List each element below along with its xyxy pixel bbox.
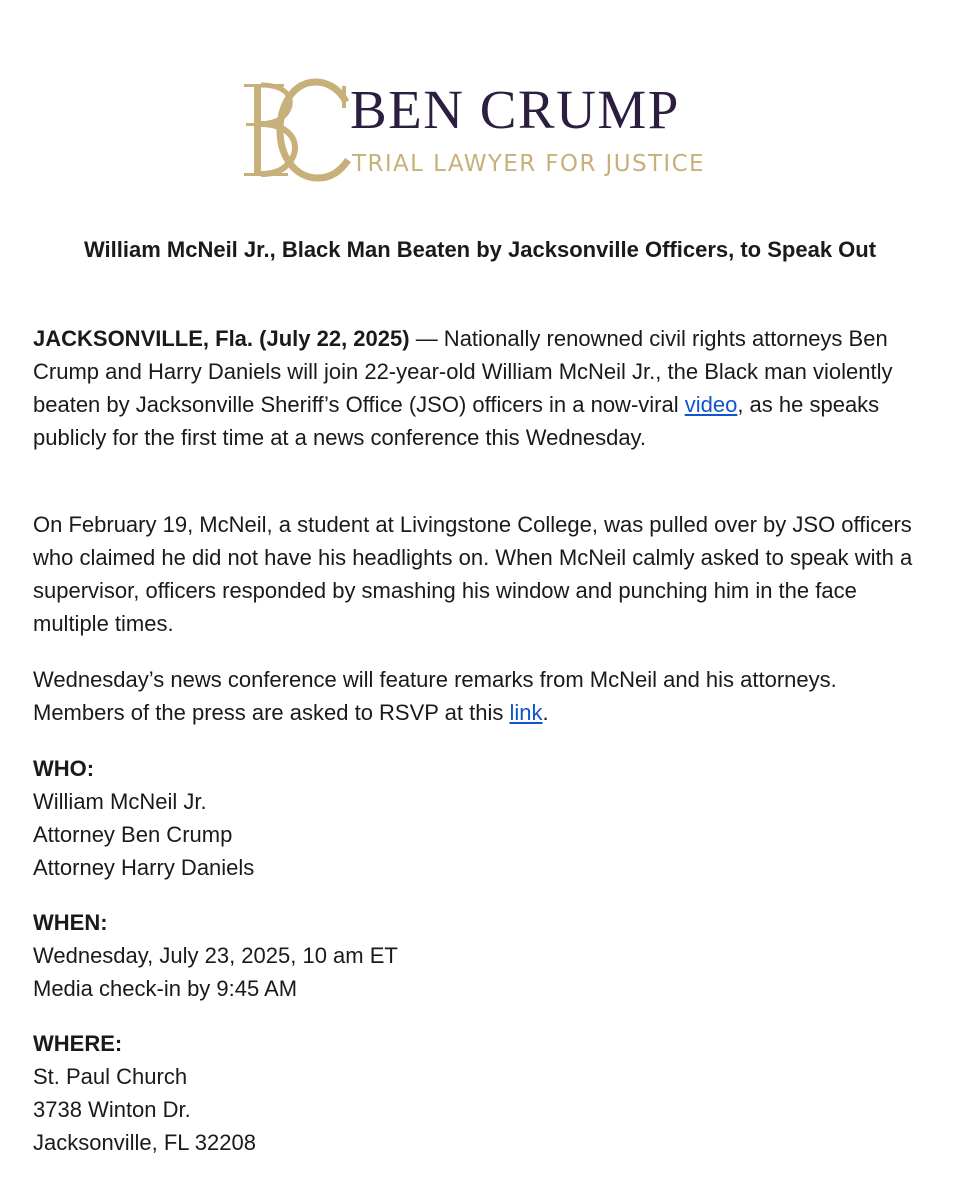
intro-text: — Nationally renowned civil rights attorneys Ben Crump and Harry Daniels will join 22-year-old William McNeil Jr., the Black man violently beaten by Jacksonville Sheriff’s Office (JSO) officers in a now-viral — [33, 326, 893, 417]
who-section — [33, 752, 928, 884]
when-item: Wednesday, July 23, 2025, 10 am ET — [33, 943, 398, 968]
when-item: Media check-in by 9:45 AM — [33, 976, 298, 1001]
who-item: William McNeil Jr. — [33, 789, 207, 814]
where-item: 3738 Winton Dr. — [33, 1097, 191, 1122]
when-label: WHEN: — [33, 910, 108, 935]
rsvp-text-end: . — [542, 700, 549, 725]
intro-text-end: , as he speaks publicly for the first time at a news conference this Wednesday. — [33, 392, 880, 450]
who-item: Attorney Harry Daniels — [33, 855, 255, 880]
dateline: JACKSONVILLE, Fla. (July 22, 2025) — [33, 326, 410, 351]
intro-paragraph — [33, 322, 928, 454]
press-release-headline: William McNeil Jr., Black Man Beaten by Jacksonville Officers, to Speak Out — [83, 237, 877, 262]
where-item: Jacksonville, FL 32208 — [33, 1130, 256, 1155]
ben-crump-logo — [240, 78, 740, 182]
bc-monogram-logo — [240, 78, 352, 182]
when-section — [33, 906, 928, 1005]
where-section — [33, 1027, 928, 1159]
where-label: WHERE: — [33, 1031, 123, 1056]
who-item: Attorney Ben Crump — [33, 822, 233, 847]
rsvp-text: Wednesday’s news conference will feature remarks from McNeil and his attorneys. Members of the press are asked to RSVP at this — [33, 667, 837, 725]
logo-tagline: TRIAL LAWYER FOR JUSTICE — [352, 151, 705, 177]
rsvp-link[interactable]: link — [509, 700, 543, 725]
video-link[interactable]: video — [684, 392, 738, 417]
rsvp-paragraph — [33, 663, 928, 729]
who-label: WHO: — [33, 756, 95, 781]
logo-name: BEN CRUMP — [350, 79, 680, 140]
incident-paragraph: On February 19, McNeil, a student at Livingstone College, was pulled over by JSO officers who claimed he did not have his headlights on. When McNeil calmly asked to speak with a supervisor, officers responded by smashing his window and punching him in the face multiple times. — [33, 512, 913, 636]
where-item: St. Paul Church — [33, 1064, 188, 1089]
